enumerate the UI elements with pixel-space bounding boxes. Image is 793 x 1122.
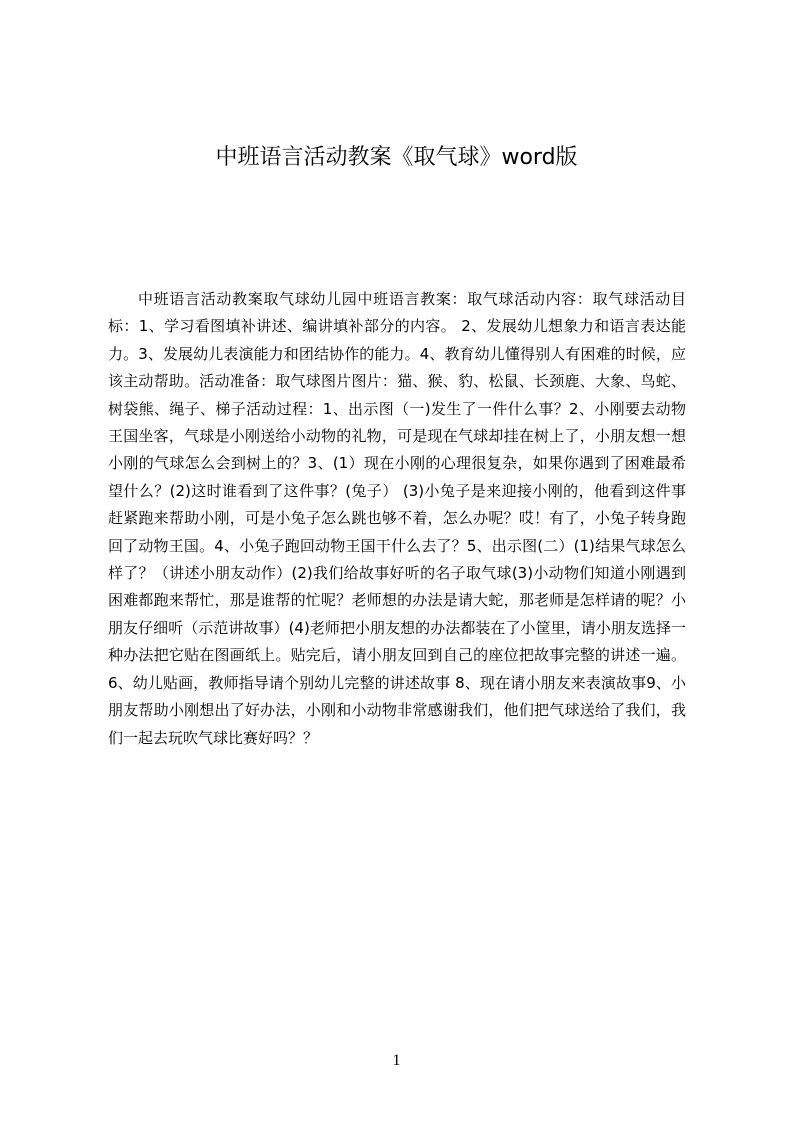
- document-body-paragraph: 中班语言活动教案取气球幼儿园中班语言教案：取气球活动内容：取气球活动目标：1、学习看图填补讲述、编讲填补部分的内容。 2、发展幼儿想象力和语言表达能力。3、发展幼儿表演能力和团结协作的能力。4、教育幼儿懂得别人有困难的时候，应该主动帮助。活动准备：取气球图片图片：猫、猴、豹、松鼠、长颈鹿、大象、鸟蛇、树袋熊、绳子、梯子活动过程：1、出示图（一)发生了一件什么事？2、小刚要去动物王国坐客，气球是小刚送给小动物的礼物，可是现在气球却挂在树上了，小朋友想一想小刚的气球怎么会到树上的？3、(1）现在小刚的心理很复杂，如果你遇到了困难最希望什么？(2)这时谁看到了这件事？(兔子） (3)小兔子是来迎接小刚的，他看到这件事赶紧跑来帮助小刚，可是小兔子怎么跳也够不着，怎么办呢？哎！有了，小兔子转身跑回了动物王国。4、小兔子跑回动物王国干什么去了？5、出示图(二）(1)结果气球怎么样了？（讲述小朋友动作）(2)我们给故事好听的名子取气球(3)小动物们知道小刚遇到困难都跑来帮忙，那是谁帮的忙呢？老师想的办法是请大蛇，那老师是怎样请的呢？小朋友仔细听（示范讲故事）(4)老师把小朋友想的办法都装在了小筐里，请小朋友选择一种办法把它贴在图画纸上。贴完后，请小朋友回到自己的座位把故事完整的讲述一遍。6、幼儿贴画，教师指导请个别幼儿完整的讲述故事 8、现在请小朋友来表演故事9、小朋友帮助小刚想出了好办法，小刚和小动物非常感谢我们，他们把气球送给了我们，我们一起去玩吹气球比赛好吗？？: [108, 290, 686, 747]
- page-number: 1: [392, 1052, 401, 1069]
- document-title: 中班语言活动教案《取气球》word版: [215, 145, 578, 170]
